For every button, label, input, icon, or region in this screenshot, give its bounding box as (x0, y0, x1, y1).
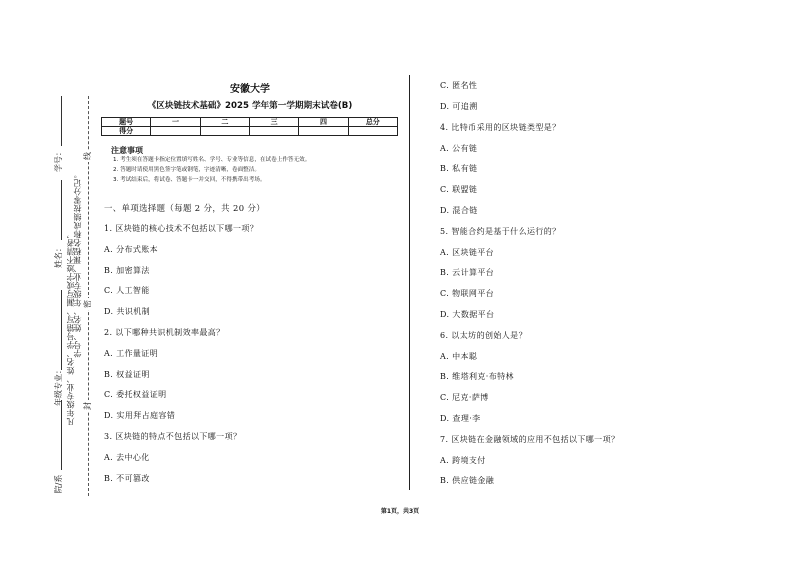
option-text: B. 私有链 (440, 164, 478, 173)
score-header-cell: 题号 (102, 118, 151, 127)
score-row-label: 得分 (102, 127, 151, 136)
name-line (61, 180, 62, 240)
option-text: A. 去中心化 (104, 453, 150, 462)
score-cell (151, 127, 200, 136)
score-table-score-row (102, 127, 398, 136)
option-text: C. 人工智能 (104, 286, 150, 295)
score-cell (348, 127, 397, 136)
class-label: 年级专业： (54, 366, 63, 406)
column-divider (409, 75, 410, 490)
option-text: B. 云计算平台 (440, 268, 495, 277)
option-text: D. 可追溯 (440, 102, 478, 111)
option-text: D. 大数据平台 (440, 310, 495, 319)
student-no-label: 学号： (54, 148, 63, 172)
option-text: A. 跨境支付 (440, 456, 486, 465)
option-text: D. 实用拜占庭容错 (104, 411, 176, 420)
option-text: D. 混合链 (440, 206, 478, 215)
option-text: B. 供应链金融 (440, 476, 495, 485)
student-no-line (61, 96, 62, 146)
name-label: 姓名： (54, 244, 63, 268)
notes-title: 注意事项 (111, 146, 143, 155)
score-header-cell: 三 (249, 118, 298, 127)
question-text: 4. 比特币采用的区块链类型是？ (440, 123, 561, 132)
question-text: 6. 以太坊的创始人是？ (440, 331, 527, 340)
option-text: D. 查理·李 (440, 414, 481, 423)
question-text: 7. 区块链在金融领域的应用不包括以下哪一项？ (440, 435, 620, 444)
question-text: 2. 以下哪种共识机制效率最高？ (104, 328, 225, 337)
college-label: 院/系 (54, 474, 63, 494)
option-text: C. 委托权益证明 (104, 390, 167, 399)
note-item: 2. 答题时请使用黑色签字笔或钢笔，字迹清晰，卷面整洁。 (113, 167, 260, 173)
note-item: 3. 考试结束后，将试卷、答题卡一并交回，不得携带出考场。 (113, 177, 266, 183)
binding-notice-line-1: 学号、姓名、年级专业、课程名称 (73, 230, 82, 358)
option-text: B. 权益证明 (104, 370, 150, 379)
option-text: C. 联盟链 (440, 185, 478, 194)
option-text: B. 不可篡改 (104, 474, 150, 483)
score-table (101, 117, 398, 136)
score-header-cell: 二 (200, 118, 249, 127)
notes-box (101, 142, 398, 190)
option-text: A. 工作量证明 (104, 349, 159, 358)
option-text: B. 加密算法 (104, 266, 150, 275)
score-table-header-row (102, 118, 398, 127)
option-text: A. 中本聪 (440, 352, 478, 361)
option-text: C. 物联网平台 (440, 289, 495, 298)
option-text: A. 公有链 (440, 144, 478, 153)
binding-margin (0, 0, 98, 561)
class-line (61, 290, 62, 370)
option-text: B. 维塔利克·布特林 (440, 372, 514, 381)
score-cell (200, 127, 249, 136)
page-number: 第1页，共3页 (380, 508, 420, 515)
score-header-cell: 四 (299, 118, 348, 127)
section-title: 一、单项选择题（每题 2 分，共 20 分） (104, 203, 266, 213)
question-text: 1. 区块链的核心技术不包括以下哪一项？ (104, 224, 259, 233)
option-text: A. 区块链平台 (440, 248, 495, 257)
binding-notice-line-3: 成绩按零分记。 (73, 170, 82, 230)
binding-notice-line-2: 凡年级专业、姓名、学号错写、漏写或字迹不清者， (66, 230, 75, 426)
question-text: 3. 区块链的特点不包括以下哪一项？ (104, 432, 242, 441)
note-item: 1. 考生须在答题卡指定位置填写姓名、学号、专业等信息，在试卷上作答无效。 (113, 157, 311, 163)
question-text: 5. 智能合约是基于什么运行的？ (440, 227, 561, 236)
seal-char-mid: 密 (83, 300, 92, 308)
score-cell (249, 127, 298, 136)
option-text: A. 分布式账本 (104, 245, 159, 254)
college-line (61, 400, 62, 470)
exam-title: 《区块链技术基础》2025 学年第一学期期末试卷(B) (147, 101, 353, 111)
seal-char-right: 线 (83, 152, 92, 160)
option-text: C. 匿名性 (440, 81, 478, 90)
score-cell (299, 127, 348, 136)
score-header-cell: 总分 (348, 118, 397, 127)
option-text: C. 尼克·萨博 (440, 393, 489, 402)
option-text: D. 共识机制 (104, 307, 151, 316)
score-header-cell: 一 (151, 118, 200, 127)
university-name: 安徽大学 (230, 84, 270, 95)
seal-char-left: 封 (83, 402, 92, 410)
